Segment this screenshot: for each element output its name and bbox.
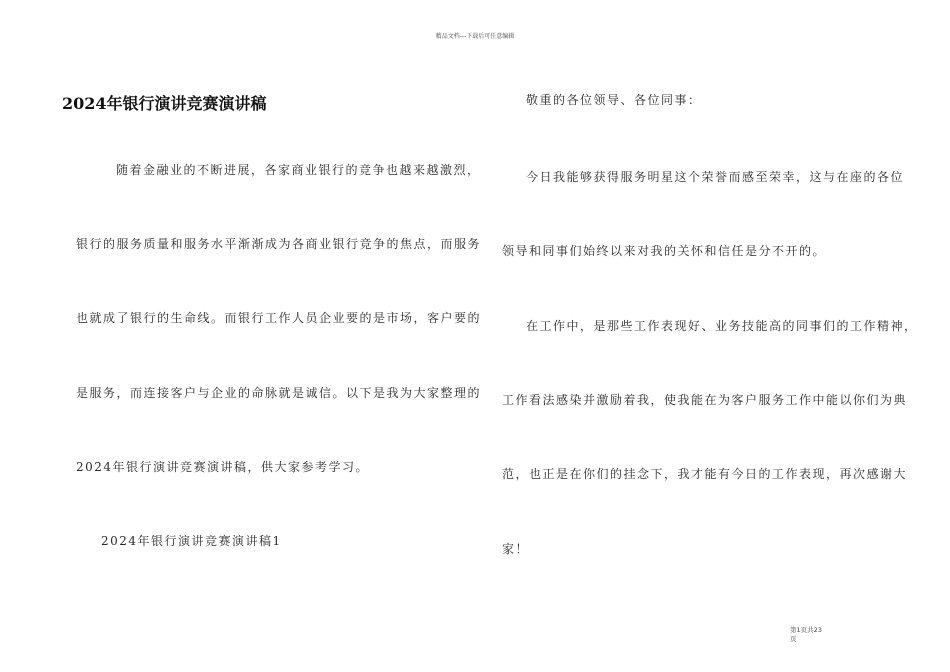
salutation: 敬重的各位领导、各位同事：: [526, 93, 702, 107]
paragraph-line: 家！: [502, 542, 530, 556]
page-number: [790, 626, 840, 644]
paragraph-line: 工作看法感染并激励着我，使我能在为客户服务工作中能以你们为典: [502, 393, 908, 407]
paragraph-line: 在工作中，是那些工作表现好、业务技能高的同事们的工作精神，: [526, 319, 918, 333]
header-note: 精品文档---下载后可任意编辑: [435, 33, 515, 40]
paragraph-line: 银行的服务质量和服务水平渐渐成为各商业银行竞争的焦点，而服务: [76, 237, 482, 251]
paragraph-line: 领导和同事们始终以来对我的关怀和信任是分不开的。: [502, 244, 827, 258]
paragraph-line: 今日我能够获得服务明星这个荣誉而感至荣幸，这与在座的各位: [526, 170, 905, 184]
paragraph-line: 2024年银行演讲竞赛演讲稿，供大家参考学习。: [76, 460, 370, 474]
paragraph-line: 范，也正是在你们的挂念下，我才能有今日的工作表现，再次感谢大: [502, 467, 908, 481]
paragraph-line: 是服务，而连接客户与企业的命脉就是诚信。以下是我为大家整理的: [76, 386, 482, 400]
paragraph-line: 随着金融业的不断进展，各家商业银行的竞争也越来越激烈，: [116, 163, 481, 177]
document-title: 2024年银行演讲竞赛演讲稿: [62, 94, 267, 113]
section-heading: 2024年银行演讲竞赛演讲稿1: [101, 534, 282, 548]
page-number-line1: 第1页共23: [790, 626, 822, 634]
paragraph-line: 也就成了银行的生命线。而银行工作人员企业要的是市场，客户要的: [76, 311, 482, 325]
page-number-line2: 页: [790, 635, 797, 643]
